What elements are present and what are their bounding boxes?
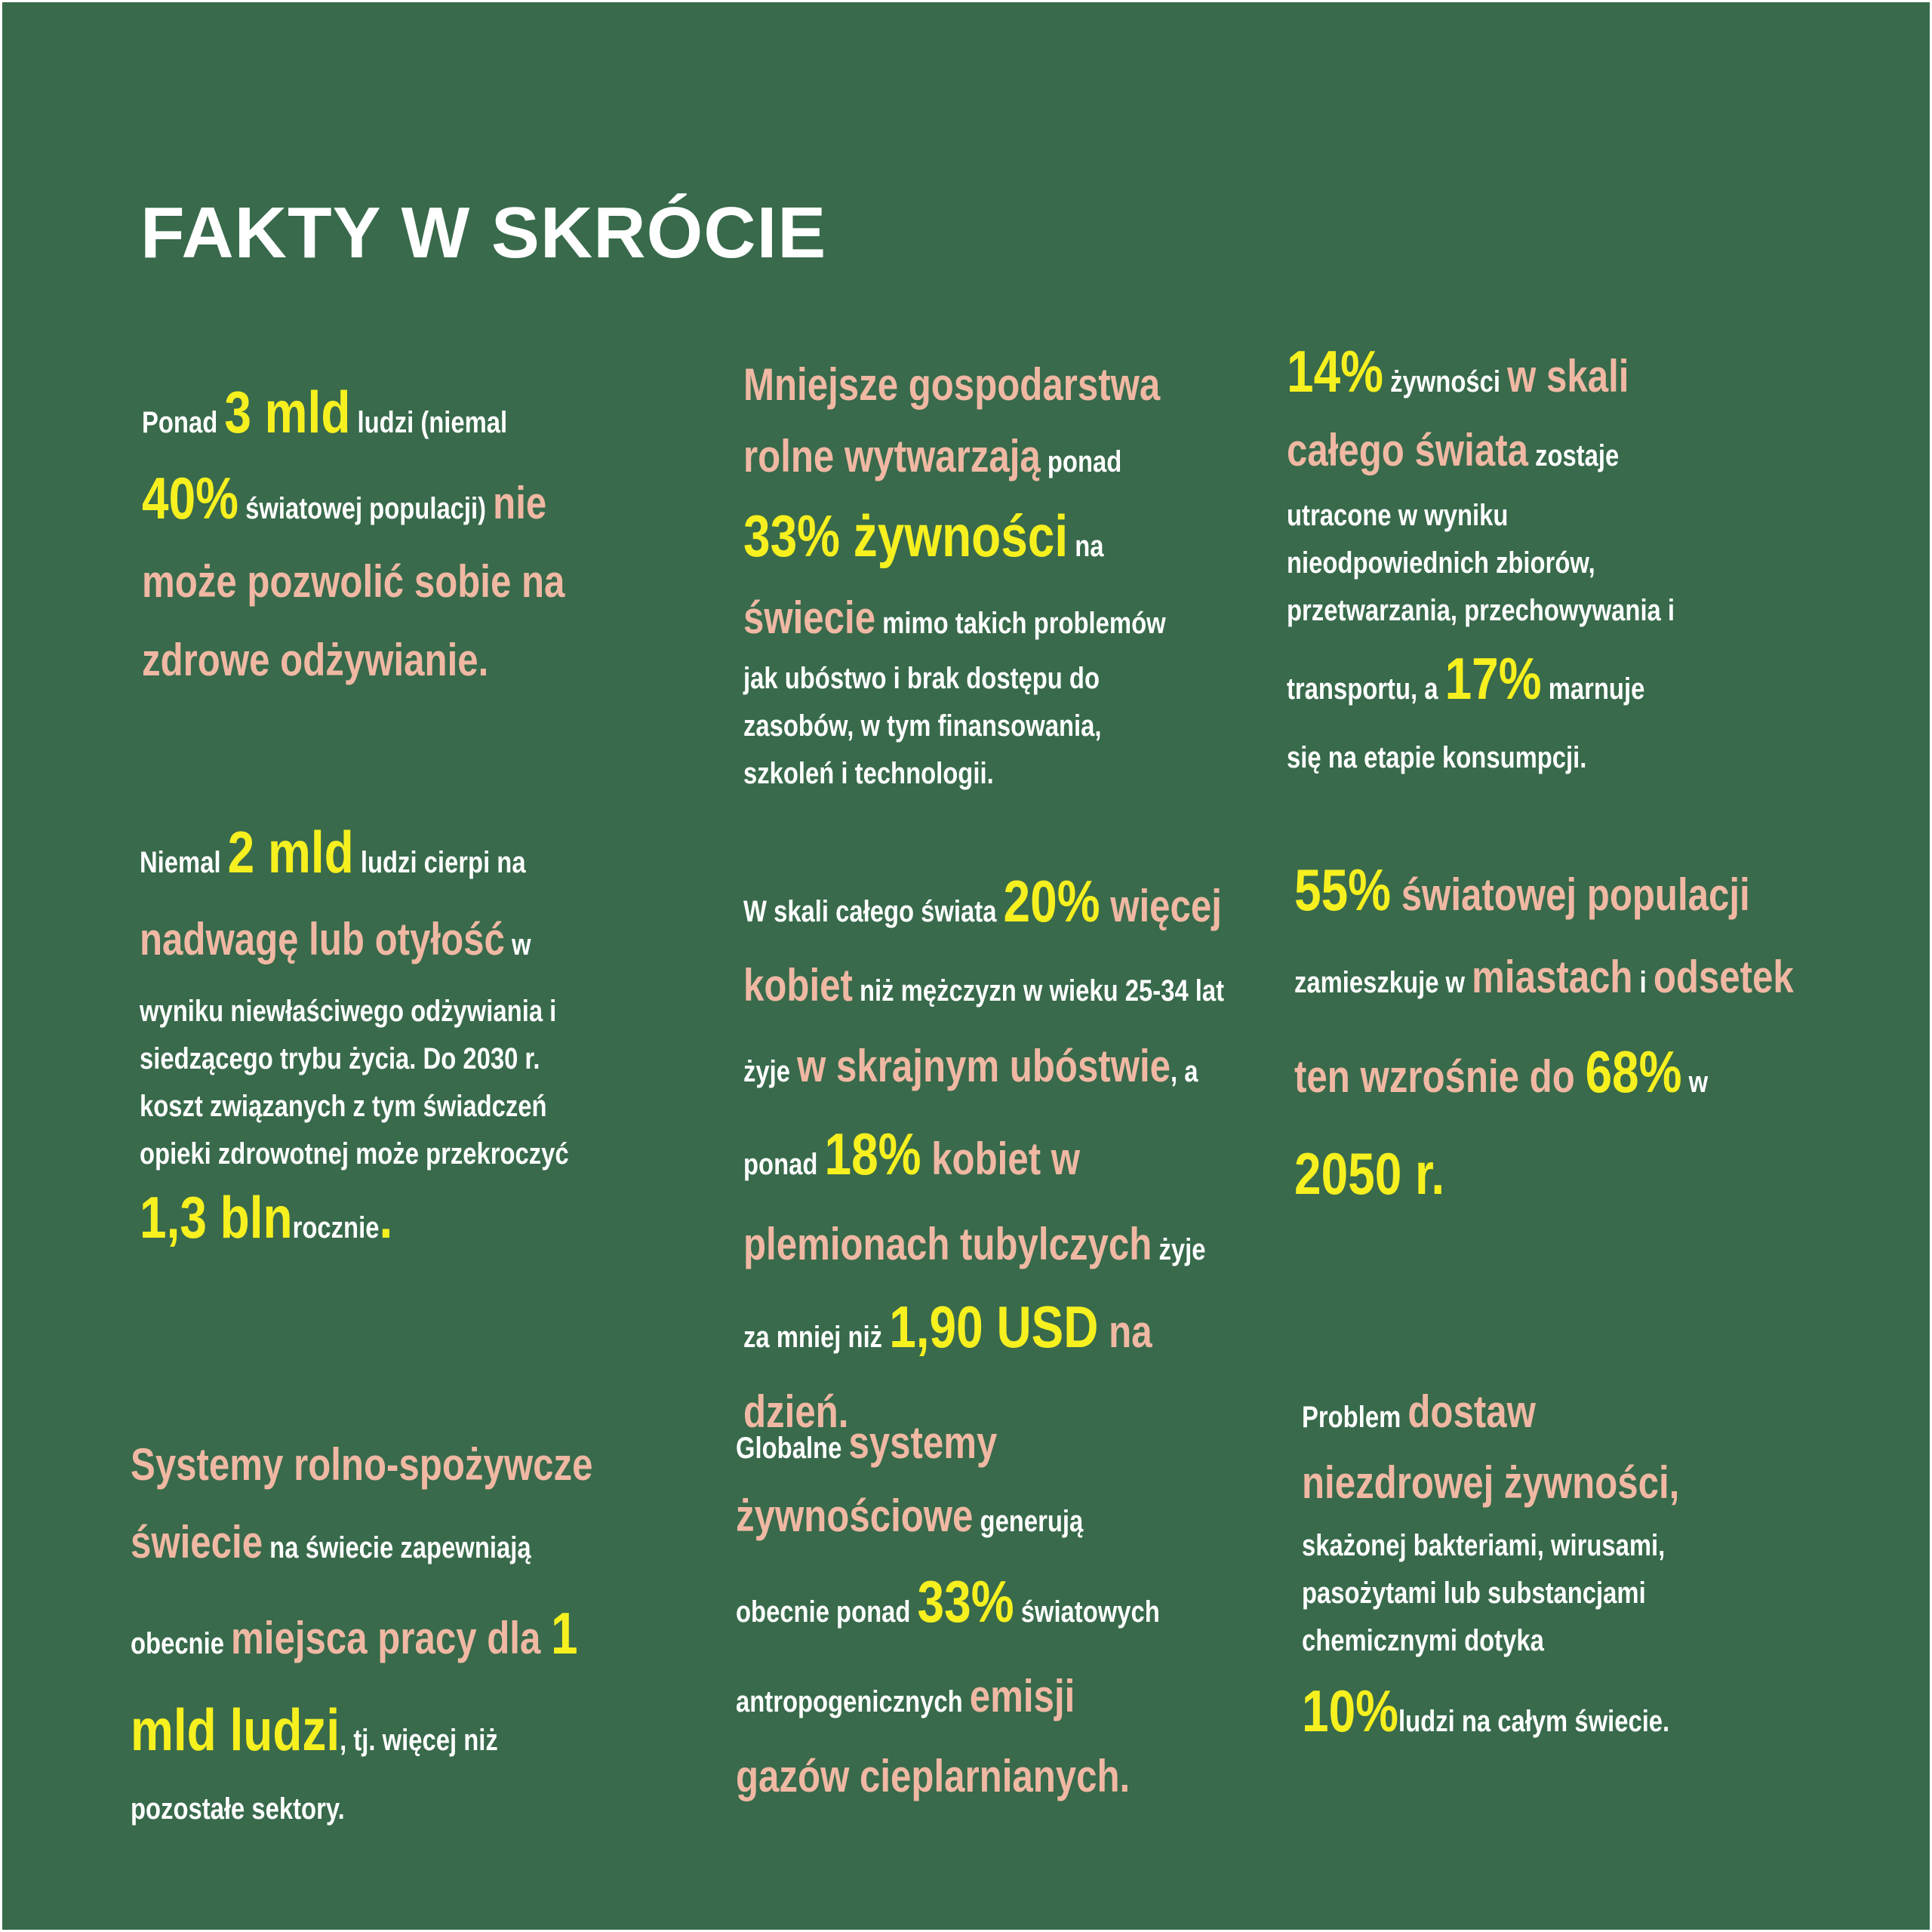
fact-overweight bbox=[140, 821, 569, 1271]
highlight-number: 55% bbox=[1294, 857, 1392, 923]
fact-urban-population bbox=[1294, 857, 1794, 1230]
body-text: mimo takich problemów bbox=[875, 607, 1166, 640]
body-text: na świecie zapewniają bbox=[263, 1531, 531, 1564]
body-text: W skali całego świata bbox=[743, 895, 1004, 928]
body-text: żyje bbox=[743, 1055, 798, 1088]
highlight-number: 33% bbox=[917, 1568, 1014, 1635]
fact-line bbox=[142, 549, 565, 627]
fact-line bbox=[142, 465, 565, 549]
fact-line bbox=[743, 590, 1166, 658]
body-text: antropogenicznych bbox=[736, 1685, 970, 1718]
highlight-phrase: w skrajnym ubóstwie bbox=[797, 1041, 1171, 1091]
body-text: Niemal bbox=[140, 846, 228, 879]
highlight-phrase: w skali bbox=[1507, 351, 1629, 401]
fact-line bbox=[131, 1592, 592, 1692]
highlight-number: 1,90 USD bbox=[889, 1294, 1099, 1360]
fact-line bbox=[1294, 1134, 1794, 1230]
highlight-phrase: światowej populacji bbox=[1391, 869, 1750, 920]
fact-line bbox=[743, 706, 1166, 753]
body-text: siedzącego trybu życia. Do 2030 r. bbox=[140, 1042, 540, 1075]
body-text: ponad bbox=[1040, 445, 1122, 478]
highlight-number: 14% bbox=[1287, 338, 1384, 405]
body-text: nieodpowiednich zbiorów, bbox=[1287, 546, 1595, 580]
fact-line bbox=[1302, 1383, 1679, 1453]
fact-line bbox=[131, 1692, 592, 1785]
body-text: chemicznymi dotyka bbox=[1302, 1624, 1544, 1657]
body-text: żyje bbox=[1152, 1233, 1206, 1266]
fact-line bbox=[736, 1484, 1160, 1560]
highlight-phrase: kobiet w bbox=[921, 1134, 1081, 1184]
fact-line bbox=[1302, 1668, 1679, 1771]
highlight-phrase: kobiet bbox=[743, 960, 853, 1011]
body-text: pasożytami lub substancjami bbox=[1302, 1577, 1646, 1610]
body-text: światowej populacji) bbox=[238, 492, 494, 525]
fact-healthy-diet bbox=[142, 377, 565, 706]
fact-line bbox=[140, 900, 569, 991]
body-text: generują bbox=[973, 1505, 1084, 1538]
body-text: ponad bbox=[743, 1148, 825, 1181]
fact-line bbox=[1287, 418, 1675, 495]
fact-line bbox=[1294, 1026, 1794, 1134]
fact-line bbox=[1294, 857, 1794, 940]
body-text: za mniej niż bbox=[743, 1321, 890, 1354]
fact-line bbox=[140, 821, 569, 900]
body-text: obecnie bbox=[131, 1627, 232, 1660]
highlight-number: 20% bbox=[1003, 868, 1100, 934]
highlight-number: 68% bbox=[1585, 1038, 1682, 1105]
highlight-phrase: może pozwolić sobie na bbox=[142, 556, 565, 607]
body-text: ludzi na całym świecie. bbox=[1398, 1705, 1670, 1738]
highlight-number: 17% bbox=[1444, 645, 1542, 712]
body-text: na bbox=[1068, 530, 1104, 563]
highlight-phrase: ten wzrośnie do bbox=[1294, 1051, 1586, 1102]
highlight-phrase: żywnościowe bbox=[736, 1491, 974, 1541]
body-text: koszt związanych z tym świadczeń bbox=[140, 1090, 547, 1123]
highlight-number: 1 bbox=[550, 1600, 578, 1666]
highlight-phrase: systemy bbox=[848, 1417, 998, 1468]
fact-line bbox=[743, 426, 1166, 499]
body-text: pozostałe sektory. bbox=[131, 1792, 345, 1826]
body-text: obecnie ponad bbox=[736, 1595, 918, 1629]
highlight-phrase: rolne wytwarzają bbox=[743, 431, 1041, 481]
fact-line bbox=[743, 355, 1166, 426]
body-text: Globalne bbox=[736, 1432, 849, 1465]
body-text: skażonej bakteriami, wirusami, bbox=[1302, 1529, 1666, 1562]
fact-line bbox=[743, 866, 1224, 953]
fact-line bbox=[142, 627, 565, 706]
highlight-number: mld ludzi bbox=[131, 1697, 340, 1763]
highlight-phrase: miejsca pracy dla bbox=[231, 1613, 551, 1663]
fact-line bbox=[743, 1115, 1224, 1211]
fact-line bbox=[1287, 737, 1675, 786]
fact-line bbox=[140, 1086, 569, 1134]
highlight-phrase: nadwagę lub otyłość bbox=[140, 914, 505, 964]
fact-line bbox=[743, 753, 1166, 801]
body-text: w bbox=[504, 928, 531, 961]
highlight-phrase: zdrowe odżywianie. bbox=[142, 635, 489, 685]
highlight-phrase: świecie bbox=[131, 1517, 263, 1567]
highlight-phrase: nie bbox=[493, 478, 547, 528]
fact-line bbox=[1302, 1620, 1679, 1668]
fact-agrifood-jobs bbox=[131, 1436, 592, 1840]
highlight-number: . bbox=[379, 1184, 393, 1251]
highlight-number: 40% bbox=[142, 465, 239, 531]
fact-line bbox=[1287, 495, 1675, 543]
infographic-page bbox=[2, 2, 1930, 1930]
body-text: i bbox=[1632, 966, 1654, 999]
highlight-phrase: więcej bbox=[1100, 881, 1222, 931]
fact-line bbox=[736, 1745, 1160, 1820]
highlight-phrase: na bbox=[1098, 1306, 1152, 1357]
highlight-phrase: Mniejsze gospodarstwa bbox=[743, 359, 1161, 410]
highlight-phrase: gazów cieplarnianych. bbox=[736, 1751, 1131, 1801]
fact-line bbox=[140, 1038, 569, 1086]
body-text: wyniku niewłaściwego odżywiania i bbox=[140, 995, 557, 1028]
fact-line bbox=[1302, 1525, 1679, 1573]
highlight-number: 2 mld bbox=[227, 819, 354, 885]
body-text: ludzi cierpi na bbox=[353, 846, 526, 879]
fact-line bbox=[743, 1030, 1224, 1115]
body-text: zamieszkuje w bbox=[1294, 966, 1472, 999]
body-text: opieki zdrowotnej może przekroczyć bbox=[140, 1137, 569, 1171]
body-text: niż mężczyzn w wieku 25-34 lat bbox=[852, 974, 1225, 1008]
highlight-phrase: całego świata bbox=[1287, 425, 1528, 475]
fact-line bbox=[1302, 1573, 1679, 1620]
body-text: jak ubóstwo i brak dostępu do bbox=[743, 662, 1100, 695]
fact-line bbox=[140, 991, 569, 1038]
highlight-phrase: świecie bbox=[743, 592, 876, 643]
body-text: Problem bbox=[1302, 1401, 1408, 1434]
body-text: zasobów, w tym finansowania, bbox=[743, 709, 1102, 743]
body-text: w bbox=[1681, 1066, 1709, 1099]
fact-line bbox=[743, 953, 1224, 1030]
fact-line bbox=[131, 1436, 592, 1506]
fact-line bbox=[131, 1506, 592, 1592]
highlight-number: 18% bbox=[824, 1121, 921, 1187]
body-text: marnuje bbox=[1541, 672, 1645, 706]
fact-line bbox=[743, 658, 1166, 706]
highlight-phrase: plemionach tubylczych bbox=[743, 1219, 1152, 1269]
fact-line bbox=[140, 1181, 569, 1271]
highlight-number: 10% bbox=[1302, 1678, 1399, 1744]
fact-line bbox=[131, 1785, 592, 1840]
highlight-number: 2050 r. bbox=[1294, 1140, 1445, 1207]
fact-line bbox=[743, 1211, 1224, 1291]
body-text: , a bbox=[1170, 1055, 1198, 1088]
fact-emissions bbox=[736, 1414, 1160, 1820]
fact-line bbox=[140, 1134, 569, 1181]
fact-line bbox=[1287, 590, 1675, 638]
fact-line bbox=[743, 499, 1166, 590]
fact-unsafe-food bbox=[1302, 1383, 1679, 1771]
body-text: żywności bbox=[1383, 365, 1508, 398]
fact-line bbox=[1287, 638, 1675, 737]
highlight-phrase: niezdrowej żywności, bbox=[1302, 1457, 1680, 1508]
fact-women-poverty bbox=[743, 866, 1224, 1456]
body-text: Ponad bbox=[142, 406, 225, 439]
highlight-phrase: dostaw bbox=[1407, 1386, 1536, 1437]
fact-line bbox=[1287, 543, 1675, 590]
highlight-phrase: miastach bbox=[1472, 952, 1633, 1002]
fact-line bbox=[736, 1560, 1160, 1660]
highlight-number: 33% żywności bbox=[743, 503, 1069, 569]
fact-line bbox=[142, 377, 565, 465]
body-text: utracone w wyniku bbox=[1287, 499, 1509, 532]
fact-line bbox=[1302, 1453, 1679, 1525]
highlight-phrase: emisji bbox=[969, 1671, 1075, 1721]
fact-small-farms bbox=[743, 355, 1166, 801]
highlight-number: 1,3 bln bbox=[140, 1184, 293, 1251]
highlight-phrase: Systemy rolno-spożywcze bbox=[131, 1439, 593, 1490]
fact-line bbox=[736, 1660, 1160, 1745]
body-text: zostaje bbox=[1527, 439, 1620, 472]
fact-line bbox=[1294, 940, 1794, 1026]
highlight-number: 3 mld bbox=[224, 379, 351, 445]
body-text: światowych bbox=[1014, 1595, 1160, 1629]
body-text: przetwarzania, przechowywania i bbox=[1287, 594, 1675, 627]
body-text: ludzi (niemal bbox=[350, 406, 508, 439]
body-text: szkoleń i technologii. bbox=[743, 757, 994, 790]
body-text: rocznie bbox=[292, 1211, 380, 1244]
body-text: transportu, a bbox=[1287, 672, 1445, 706]
body-text: , tj. więcej niż bbox=[340, 1724, 498, 1757]
fact-line bbox=[1287, 338, 1675, 418]
fact-food-loss bbox=[1287, 338, 1675, 786]
highlight-phrase: odsetek bbox=[1653, 952, 1794, 1002]
fact-line bbox=[743, 1291, 1224, 1380]
fact-line bbox=[736, 1414, 1160, 1484]
body-text: się na etapie konsumpcji. bbox=[1287, 741, 1587, 774]
highlight-phrase: dzień. bbox=[743, 1386, 849, 1437]
page-title: FAKTY W SKRÓCIE bbox=[140, 192, 827, 273]
